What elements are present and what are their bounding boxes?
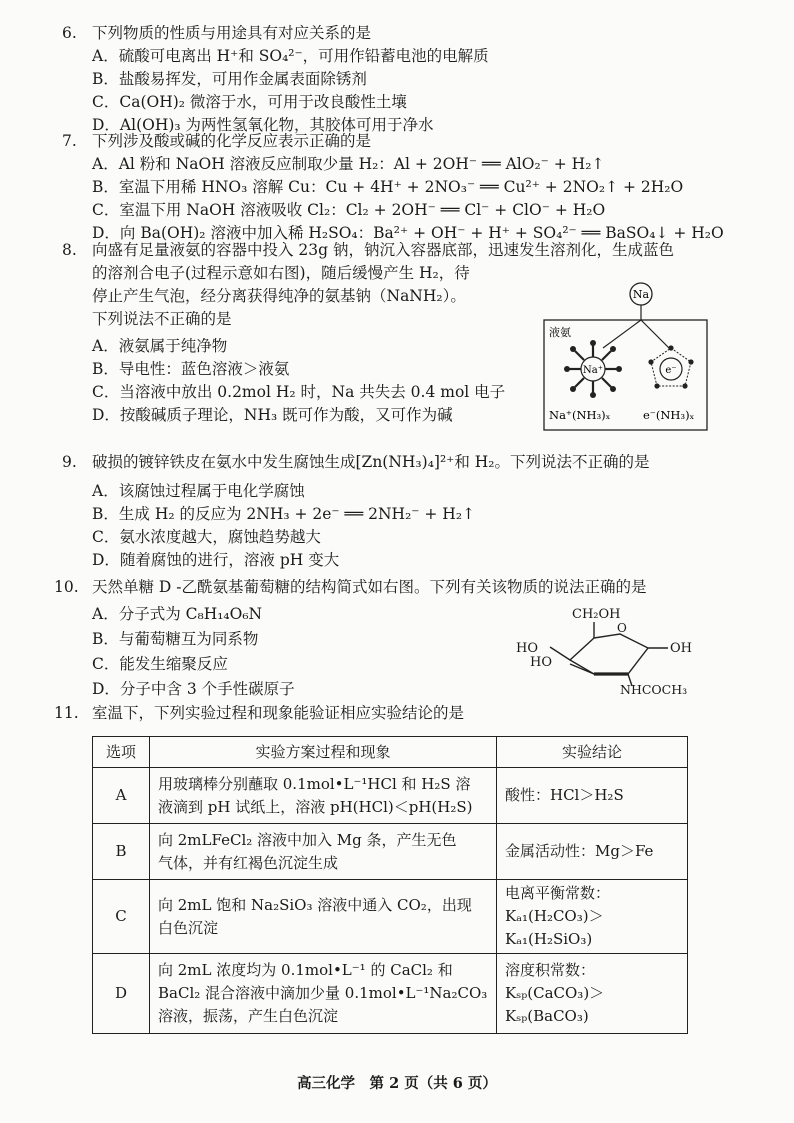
cell-line: BaCl₂ 混合溶液中滴加少量 0.1mol•L⁻¹Na₂CO₃ bbox=[158, 984, 488, 1002]
option-cell: B bbox=[93, 824, 150, 880]
ch2oh-label: CH₂OH bbox=[572, 607, 621, 622]
option-d: D．Al(OH)₃ 为两性氢氧化物，其胶体可用于净水 bbox=[92, 116, 434, 134]
option-b: B．与葡萄糖互为同系物 bbox=[92, 630, 259, 648]
cell-line: 用玻璃棒分别蘸取 0.1mol•L⁻¹HCl 和 H₂S 溶 bbox=[158, 774, 471, 793]
conclusion-cell bbox=[497, 880, 688, 954]
conclusion-cell bbox=[497, 954, 688, 1034]
page-footer: 高三化学 第 2 页（共 6 页） bbox=[297, 1075, 497, 1092]
na-plus-cluster bbox=[564, 340, 622, 398]
cell-line: Kₛₚ(CaCO₃)＞Kₛₚ(BaCO₃) bbox=[505, 984, 605, 1025]
question-stem: 下列涉及酸或碱的化学反应表示正确的是 bbox=[92, 132, 372, 150]
option-a: A．分子式为 C₈H₁₄O₆N bbox=[92, 605, 263, 623]
option-a: A．Al 粉和 NaOH 溶液反应制取少量 H₂：Al + 2OH⁻ ══ AlO₂⁻ + H₂↑ bbox=[92, 155, 605, 173]
question-6 bbox=[62, 22, 742, 137]
acetamido-label: NHCOCH₃ bbox=[620, 682, 688, 696]
option-d: D．分子中含 3 个手性碳原子 bbox=[92, 680, 295, 698]
column-header: 实验方案过程和现象 bbox=[150, 737, 497, 768]
question-number: 8. bbox=[62, 241, 77, 259]
question-7 bbox=[62, 130, 742, 245]
question-9 bbox=[62, 451, 742, 572]
question-stem-line-1: 向盛有足量液氨的容器中投入 23g 钠，钠沉入容器底部，迅速发生溶剂化，生成蓝色 bbox=[92, 241, 675, 259]
cell-line: 向 2mL 饱和 Na₂SiO₃ 溶液中通入 CO₂，出现 bbox=[158, 895, 472, 914]
electron-ammonia-caption: e⁻(NH₃)ₓ bbox=[643, 408, 695, 422]
procedure-cell bbox=[150, 824, 497, 880]
table-header-row bbox=[93, 737, 688, 768]
cell-line: 液滴到 pH 试纸上，溶液 pH(HCl)＜pH(H₂S) bbox=[158, 797, 473, 816]
cell-line: 酸性：HCl＞H₂S bbox=[505, 786, 624, 804]
option-c: C．当溶液中放出 0.2mol H₂ 时，Na 共失去 0.4 mol 电子 bbox=[92, 383, 506, 401]
cell-line: Kₐ₁(H₂CO₃)＞Kₐ₁(H₂SiO₃) bbox=[505, 907, 604, 948]
question-number: 6. bbox=[62, 24, 77, 42]
option-c: C．室温下用 NaOH 溶液吸收 Cl₂：Cl₂ + 2OH⁻ ══ Cl⁻ + ClO⁻ + H₂O bbox=[92, 201, 606, 219]
question-stem-line-4: 下列说法不正确的是 bbox=[92, 310, 232, 328]
cell-line: 向 2mL 浓度均为 0.1mol•L⁻¹ 的 CaCl₂ 和 bbox=[158, 961, 453, 979]
cell-line: 白色沉淀 bbox=[158, 918, 219, 937]
table-row bbox=[93, 880, 688, 954]
hydroxyl-label-3: OH bbox=[670, 641, 692, 656]
question-stem: 破损的镀锌铁皮在氨水中发生腐蚀生成[Zn(NH₃)₄]²⁺和 H₂。下列说法不正确的是 bbox=[92, 453, 650, 471]
ring-oxygen-label: O bbox=[617, 621, 627, 635]
question-number: 7. bbox=[62, 132, 77, 150]
table-row bbox=[93, 768, 688, 824]
option-c: C．能发生缩聚反应 bbox=[92, 655, 228, 673]
option-a: A．硫酸可电离出 H⁺和 SO₄²⁻，可用作铅蓄电池的电解质 bbox=[92, 47, 489, 65]
question-stem-line-3: 停止产生气泡，经分离获得纯净的氨基钠（NaNH₂）。 bbox=[92, 287, 466, 305]
electron-cluster bbox=[648, 345, 693, 388]
procedure-cell bbox=[150, 880, 497, 954]
question-stem: 下列物质的性质与用途具有对应关系的是 bbox=[92, 24, 372, 42]
question-11 bbox=[54, 702, 742, 725]
na-ammonia-caption: Na⁺(NH₃)ₓ bbox=[549, 408, 611, 422]
option-a: A．该腐蚀过程属于电化学腐蚀 bbox=[92, 482, 305, 500]
question-number: 9. bbox=[62, 453, 77, 471]
question-stem: 室温下，下列实验过程和现象能验证相应实验结论的是 bbox=[92, 704, 465, 722]
table-row bbox=[93, 954, 688, 1034]
option-b: B．盐酸易挥发，可用作金属表面除锈剂 bbox=[92, 70, 367, 88]
question-number: 10. bbox=[54, 578, 79, 596]
hydroxyl-label-2: HO bbox=[530, 655, 552, 670]
option-d: D．随着腐蚀的进行，溶液 pH 变大 bbox=[92, 551, 340, 569]
experiment-table bbox=[92, 736, 688, 1034]
conclusion-cell bbox=[497, 768, 688, 824]
cell-line: 金属活动性：Mg＞Fe bbox=[505, 842, 654, 860]
question-stem: 天然单糖 D -乙酰氨基葡萄糖的结构简式如右图。下列有关该物质的说法正确的是 bbox=[92, 578, 647, 596]
cell-line: 气体，并有红褐色沉淀生成 bbox=[158, 853, 339, 872]
hydroxyl-label-1: HO bbox=[516, 641, 538, 656]
option-b: B．导电性：蓝色溶液＞液氨 bbox=[92, 360, 290, 378]
liquid-ammonia-label: 液氨 bbox=[549, 326, 571, 339]
option-d: D．向 Ba(OH)₂ 溶液中加入稀 H₂SO₄：Ba²⁺ + OH⁻ + H⁺ + SO₄²⁻ ══ BaSO₄↓ + H₂O bbox=[92, 224, 724, 242]
procedure-cell bbox=[150, 954, 497, 1034]
option-b: B．室温下用稀 HNO₃ 溶解 Cu：Cu + 4H⁺ + 2NO₃⁻ ══ Cu²⁺ + 2NO₂↑ + 2H₂O bbox=[92, 178, 684, 196]
option-c: C．Ca(OH)₂ 微溶于水，可用于改良酸性土壤 bbox=[92, 93, 407, 111]
question-stem-line-2: 的溶剂合电子(过程示意如右图)，随后缓慢产生 H₂，待 bbox=[92, 264, 470, 282]
option-cell: C bbox=[93, 880, 150, 954]
cell-line: 向 2mLFeCl₂ 溶液中加入 Mg 条，产生无色 bbox=[158, 830, 457, 849]
option-cell: D bbox=[93, 954, 150, 1034]
column-header: 选项 bbox=[93, 737, 150, 768]
option-c: C．氨水浓度越大，腐蚀趋势越大 bbox=[92, 528, 321, 546]
table-row bbox=[93, 824, 688, 880]
option-a: A．液氨属于纯净物 bbox=[92, 337, 228, 355]
conclusion-cell bbox=[497, 824, 688, 880]
solvated-electron-diagram bbox=[541, 282, 710, 432]
option-b: B．生成 H₂ 的反应为 2NH₃ + 2e⁻ ══ 2NH₂⁻ + H₂↑ bbox=[92, 505, 476, 523]
na-plus-label: Na⁺ bbox=[583, 365, 603, 376]
cell-line: 溶度积常数： bbox=[505, 961, 596, 979]
option-cell: A bbox=[93, 768, 150, 824]
electron-label: e⁻ bbox=[665, 365, 677, 376]
n-acetylglucosamine-structure bbox=[500, 600, 710, 696]
cell-line: 电离平衡常数： bbox=[505, 884, 611, 902]
procedure-cell bbox=[150, 768, 497, 824]
option-d: D．按酸碱质子理论，NH₃ 既可作为酸，又可作为碱 bbox=[92, 406, 453, 424]
na-atom-label: Na bbox=[632, 288, 650, 301]
column-header: 实验结论 bbox=[497, 737, 688, 768]
cell-line: 溶液，振荡，产生白色沉淀 bbox=[158, 1007, 339, 1025]
question-number: 11. bbox=[54, 704, 79, 722]
